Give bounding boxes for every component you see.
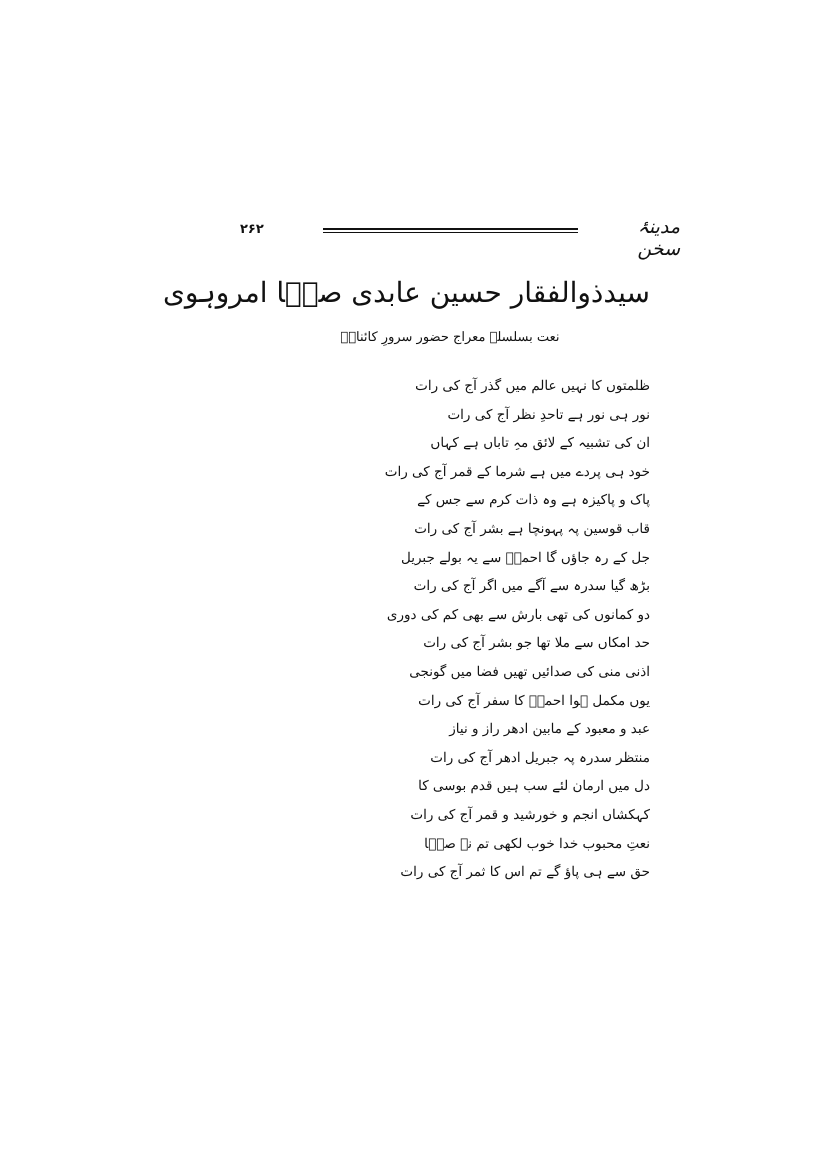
poem-heading: نعت بسلسلۂ معراج حضور سرورِ کائناتؐ [340,330,560,345]
running-title: مدینۂ سخن [637,216,680,260]
verse-line: دو کمانوں کی تھی بارش سے بھی کم کی دوری [386,606,650,623]
verse-line: حد امکاں سے ملا تھا جو بشر آج کی رات [423,635,650,652]
verse-line: بڑھ گیا سدرہ سے آگے میں اگر آج کی رات [413,578,650,595]
verse-line: پاک و پاکیزہ ہے وہ ذات کرم سے جس کے [417,492,650,509]
poet-name: سیدذوالفقار حسین عابدی صبؔا امروہوی [162,276,650,309]
verse-line: ان کی تشبیہ کے لائق مہِ تاباں ہے کہاں [430,435,650,452]
header-rule-thin [323,232,578,233]
verse-line: قاب قوسین پہ پہونچا ہے بشر آج کی رات [414,520,650,537]
verse-line: دل میں ارمان لئے سب ہیں قدم بوسی کا [418,778,650,795]
verse-line: نعتِ محبوب خدا خوب لکھی تم نے صبؔا [424,835,650,852]
verse-line: ظلمتوں کا نہیں عالم میں گذر آج کی رات [415,378,650,394]
verse-line: عبد و معبود کے مابین ادھر راز و نیاز [449,721,650,738]
verse-line: اذنی منی کی صدائیں تھیں فضا میں گونجی [409,663,650,680]
verse-list [270,372,650,887]
verse-line: حق سے ہی پاؤ گے تم اس کا ثمر آج کی رات [400,864,650,881]
verse-line: جل کے رہ جاؤں گا احمدؐ سے یہ بولے جبریل [401,549,650,566]
verse-line: منتظر سدرہ پہ جبریل ادھر آج کی رات [430,749,650,766]
page-header [0,216,826,260]
page-number: ۲۶۲ [240,222,264,237]
verse-line: خود ہی پردے میں ہے شرما کے قمر آج کی رات [384,463,650,480]
verse-line: یوں مکمل ہوا احمدؐ کا سفر آج کی رات [418,692,650,709]
header-rule [323,228,578,230]
verse-line: نور ہی نور ہے تاحدِ نظر آج کی رات [447,406,650,423]
verse-line: کہکشاں انجم و خورشید و قمر آج کی رات [410,806,650,823]
